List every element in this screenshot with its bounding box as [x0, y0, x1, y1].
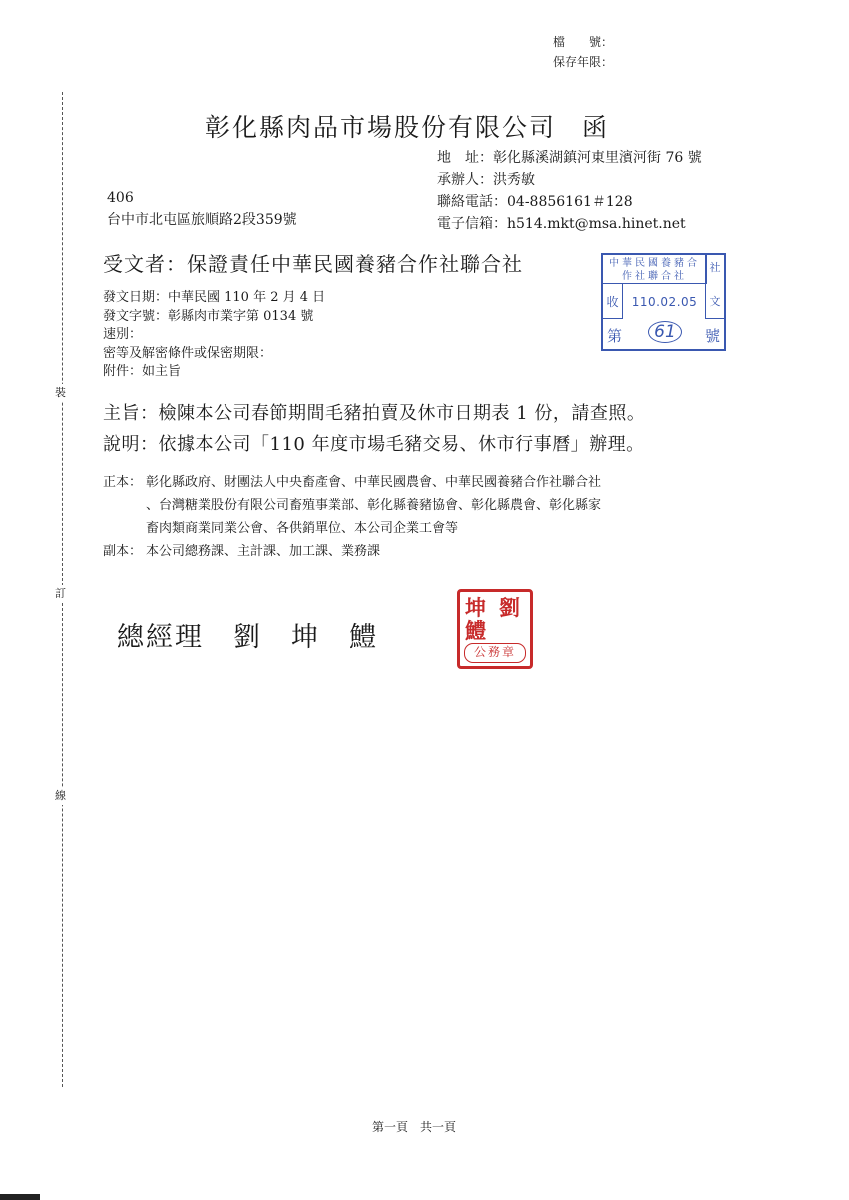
received-stamp-right-top: 社 — [709, 261, 721, 274]
copy-recipients-row — [103, 540, 601, 563]
seal-char-2: 坤 — [465, 595, 486, 620]
recipient-address — [107, 187, 297, 231]
original-line-3: 畜肉類商業同業公會、各供銷單位、本公司企業工會等 — [146, 521, 459, 536]
binding-char-3: 線 — [55, 787, 66, 805]
company-name: 彰化縣肉品市場股份有限公司 — [205, 113, 557, 142]
original-recipients-row — [103, 471, 601, 494]
seal-bottom-text: 公務章 — [464, 643, 526, 663]
official-seal — [457, 589, 533, 669]
sender-info — [437, 147, 702, 235]
copy-line: 本公司總務課、主計課、加工課、業務課 — [146, 544, 381, 559]
binding-char-2: 訂 — [55, 585, 66, 603]
received-stamp-no-value: 61 — [648, 321, 682, 343]
original-label: 正本： — [103, 475, 143, 490]
recipient-postcode: 406 — [107, 190, 134, 206]
filing-info — [553, 32, 613, 72]
sender-address: 地 址：彰化縣溪湖鎮河東里濱河街 76 號 — [437, 150, 702, 166]
seal-char-3: 鱧 — [465, 618, 486, 643]
explanation-line: 說明：依據本公司「110 年度市場毛豬交易、休市行事曆」辦理。 — [103, 434, 645, 455]
document-type: 函 — [582, 113, 610, 142]
document-meta — [103, 289, 325, 382]
received-stamp-date: 110.02.05 — [631, 294, 698, 309]
signature: 總經理 劉 坤 鱧 — [117, 622, 378, 653]
received-stamp-no-label: 第 — [607, 327, 623, 345]
scan-edge-mark — [0, 1194, 40, 1200]
issue-date: 發文日期：中華民國 110 年 2 月 4 日 — [103, 290, 326, 305]
delivery-speed: 速別： — [103, 327, 143, 342]
original-line-2: 、台灣糖業股份有限公司畜殖事業部、彰化縣養豬協會、彰化縣農會、彰化縣家 — [146, 498, 602, 513]
received-stamp-right-label: 文 — [709, 295, 721, 308]
recipient-street: 台中市北屯區旅順路2段359號 — [107, 212, 297, 228]
distribution-list — [103, 471, 601, 563]
retention-period-label: 保存年限： — [553, 55, 614, 69]
subject-line: 主旨：檢陳本公司春節期間毛豬拍賣及休市日期表 1 份，請查照。 — [103, 403, 646, 424]
received-stamp-no-suffix: 號 — [704, 327, 720, 345]
document-number: 發文字號：彰縣肉市業字第 0134 號 — [103, 308, 314, 324]
document-body — [103, 398, 645, 460]
contact-phone: 聯絡電話：04-8856161＃128 — [437, 194, 633, 210]
contact-email: 電子信箱：h514.mkt@msa.hinet.net — [437, 216, 686, 232]
document-title — [205, 108, 609, 144]
original-line-1: 彰化縣政府、財團法人中央畜產會、中華民國農會、中華民國養豬合作社聯合社 — [146, 475, 602, 490]
received-stamp — [601, 253, 726, 351]
addressee: 受文者：保證責任中華民國養豬合作社聯合社 — [103, 252, 523, 276]
page-footer: 第一頁 共一頁 — [372, 1120, 457, 1134]
received-stamp-right — [705, 255, 724, 319]
seal-char-1: 劉 — [499, 595, 520, 620]
attachment: 附件：如主旨 — [103, 364, 182, 379]
contact-person: 承辦人：洪秀敏 — [437, 172, 535, 188]
binding-char-1: 裝 — [55, 384, 66, 402]
copy-label: 副本： — [103, 544, 143, 559]
file-number-label: 檔 號： — [553, 35, 614, 49]
received-stamp-left-label: 收 — [603, 284, 623, 319]
security-level: 密等及解密條件或保密期限： — [103, 345, 273, 361]
received-stamp-org: 中華民國養豬合作社聯合社 — [603, 255, 707, 284]
